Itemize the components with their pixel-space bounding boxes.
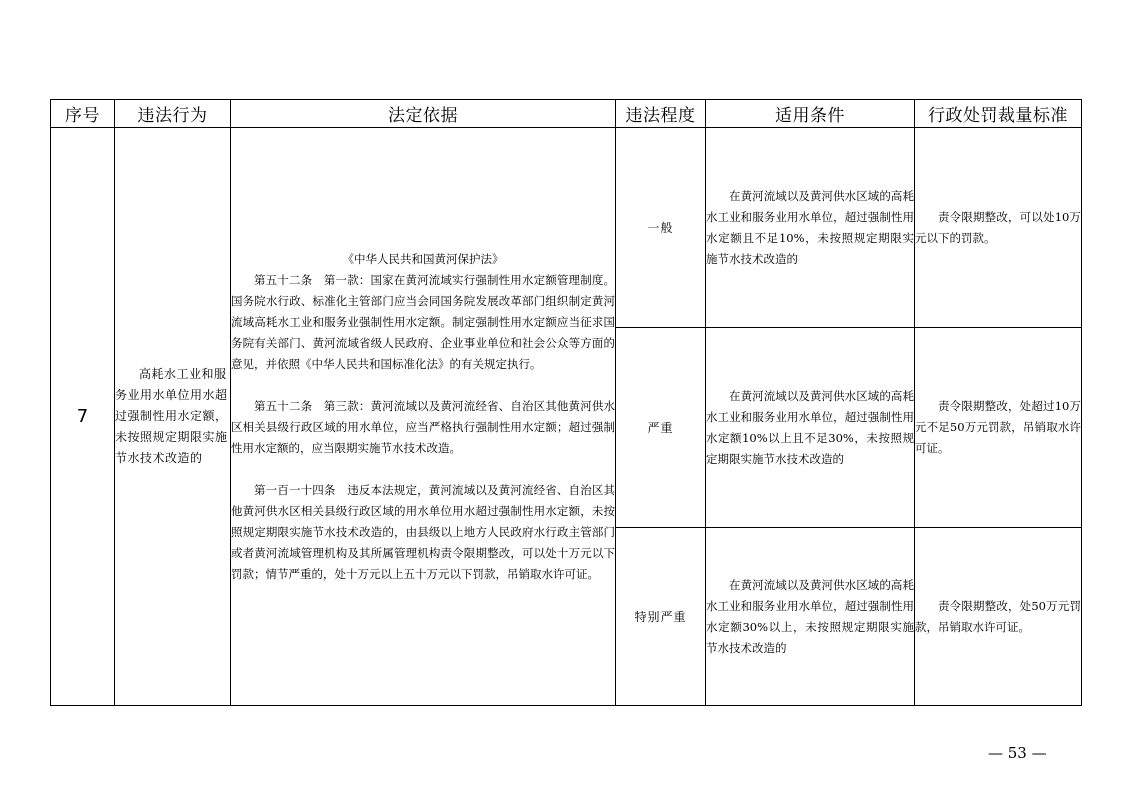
violation-text: 高耗水工业和服务业用水单位用水超过强制性用水定额，未按照规定期限实施节水技术改造的 — [115, 367, 228, 465]
condition-especially-serious — [706, 528, 915, 706]
standard-especially-serious-text: 责令限期整改，处50万元罚款，吊销取水许可证。 — [915, 598, 1081, 634]
header-row — [51, 100, 1082, 128]
condition-general — [706, 128, 915, 328]
law-title: 《中华人民共和国黄河保护法》 — [342, 251, 504, 266]
degree-general: 一般 — [616, 128, 706, 328]
condition-especially-serious-text: 在黄河流域以及黄河供水区域的高耗水工业和服务业用水单位，超过强制性用水定额30%以上，未按照规定期限实施节水技术改造的 — [706, 577, 914, 655]
table-row — [51, 128, 1082, 328]
standard-serious-text: 责令限期整改，处超过10万元不足50万元罚款，吊销取水许可证。 — [915, 399, 1081, 455]
basis-paragraph-1: 第五十二条 第一款：国家在黄河流域实行强制性用水定额管理制度。国务院水行政、标准化主管部门应当会同国务院发展改革部门组织制定黄河流域高耗水工业和服务业强制性用水定额。制定强制性用水定额应当征求国务院有关部门、黄河流域省级人民政府、企业事业单位和社会公众等方面的意见，并依照《中华人民共和国标准化法》的有关规定执行。 — [231, 272, 615, 371]
standard-especially-serious — [915, 528, 1082, 706]
degree-especially-serious: 特别严重 — [616, 528, 706, 706]
condition-serious — [706, 328, 915, 528]
legal-basis-cell — [231, 128, 616, 706]
seq-cell: 7 — [51, 128, 115, 706]
condition-general-text: 在黄河流域以及黄河供水区域的高耗水工业和服务业用水单位，超过强制性用水定额且不足10%，未按照规定期限实施节水技术改造的 — [706, 188, 914, 266]
penalty-table — [50, 99, 1082, 706]
header-seq: 序号 — [51, 100, 115, 128]
header-legal-basis: 法定依据 — [231, 100, 616, 128]
header-penalty-standard: 行政处罚裁量标准 — [915, 100, 1082, 128]
header-violation: 违法行为 — [115, 100, 231, 128]
header-degree: 违法程度 — [616, 100, 706, 128]
standard-general-text: 责令限期整改，可以处10万元以下的罚款。 — [915, 209, 1081, 245]
condition-serious-text: 在黄河流域以及黄河供水区域的高耗水工业和服务业用水单位，超过强制性用水定额10%以上且不足30%，未按照规定期限实施节水技术改造的 — [706, 388, 914, 466]
violation-cell — [115, 128, 231, 706]
degree-serious: 严重 — [616, 328, 706, 528]
standard-general — [915, 128, 1082, 328]
basis-paragraph-2: 第五十二条 第三款：黄河流域以及黄河流经省、自治区其他黄河供水区相关县级行政区域的用水单位，应当严格执行强制性用水定额；超过强制性用水定额的，应当限期实施节水技术改造。 — [231, 398, 615, 455]
basis-paragraph-3: 第一百一十四条 违反本法规定，黄河流域以及黄河流经省、自治区其他黄河供水区相关县级行政区域的用水单位用水超过强制性用水定额，未按照规定期限实施节水技术改造的，由县级以上地方人民政府水行政主管部门或者黄河流域管理机构及其所属管理机构责令限期整改，可以处十万元以下罚款；情节严重的，处十万元以上五十万元以下罚款，吊销取水许可证。 — [231, 482, 615, 581]
page-number: — 53 — — [988, 744, 1047, 762]
standard-serious — [915, 328, 1082, 528]
header-condition: 适用条件 — [706, 100, 915, 128]
